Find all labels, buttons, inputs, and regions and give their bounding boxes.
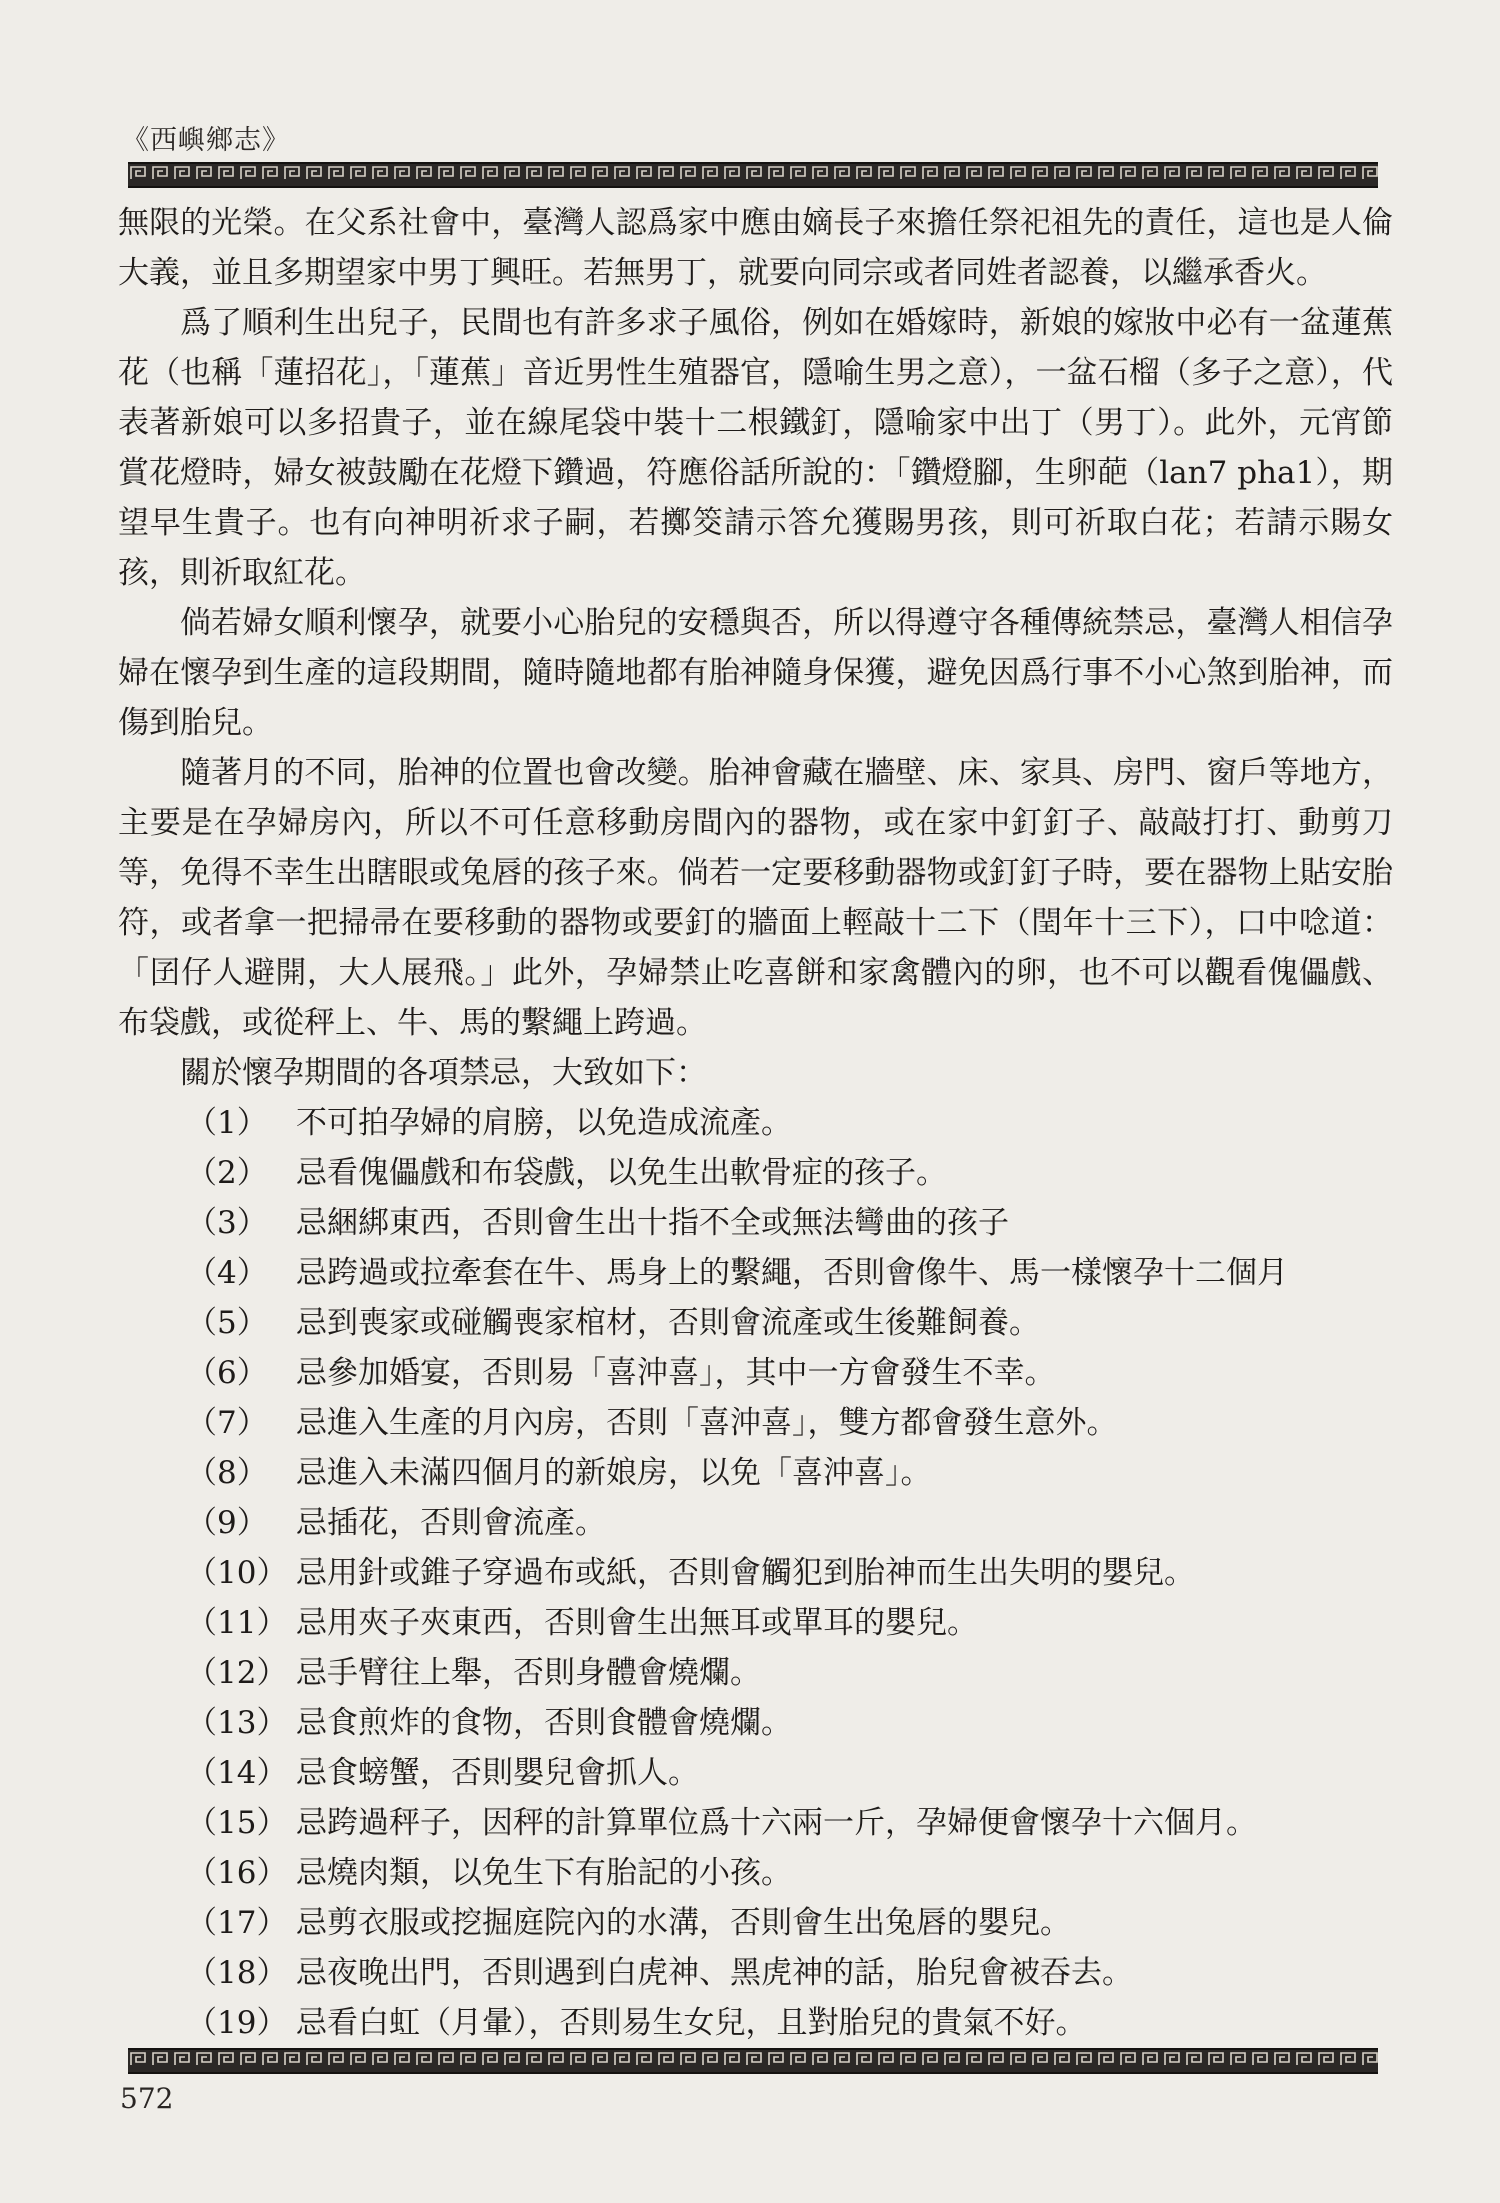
list-item-text: 忌用夾子夾東西，否則會生出無耳或單耳的嬰兒。 [296, 1605, 978, 1641]
paragraph-fetal-god: 隨著月的不同，胎神的位置也會改變。胎神會藏在牆壁、床、家具、房門、窗戶等地方，主要是在孕婦房內，所以不可任意移動房間內的器物，或在家中釘釘子、敲敲打打、動剪刀等，免得不幸生出瞎眼或兔唇的孩子來。倘若一定要移動器物或釘釘子時，要在器物上貼安胎符，或者拿一把掃帚在要移動的器物或要釘的牆面上輕敲十二下（閏年十三下），口中唸道：「囝仔人避開，大人展飛。」此外，孕婦禁止吃喜餅和家禽體內的卵，也不可以觀看傀儡戲、布袋戲，或從秤上、牛、馬的繫繩上跨過。 [118, 755, 1393, 1041]
list-item [186, 1848, 1393, 1898]
list-item [186, 1648, 1393, 1698]
meander-pattern-bottom [128, 2050, 1378, 2068]
list-item-number: （12） [186, 1655, 288, 1691]
list-item-number: （19） [186, 2005, 288, 2041]
list-item-number: （4） [186, 1255, 268, 1291]
list-item-number: （13） [186, 1705, 288, 1741]
list-item-text: 忌進入未滿四個月的新娘房，以免「喜沖喜」。 [296, 1455, 932, 1491]
list-item-text: 忌跨過或拉牽套在牛、馬身上的繫繩，否則會像牛、馬一樣懷孕十二個月 [296, 1255, 1288, 1291]
decorative-border-bottom [128, 2048, 1378, 2074]
list-item-text: 忌跨過秤子，因秤的計算單位爲十六兩一斤，孕婦便會懷孕十六個月。 [296, 1805, 1257, 1841]
list-item-number: （8） [186, 1455, 268, 1491]
list-item [186, 1998, 1393, 2048]
list-item-number: （3） [186, 1205, 268, 1241]
list-item-text: 忌手臂往上舉，否則身體會燒爛。 [296, 1655, 761, 1691]
list-item-text: 忌燒肉類，以免生下有胎記的小孩。 [296, 1855, 792, 1891]
list-item-number: （10） [186, 1555, 288, 1591]
list-item [186, 1898, 1393, 1948]
list-item-text: 忌看白虹（月暈），否則易生女兒，且對胎兒的貴氣不好。 [296, 2005, 1087, 2041]
list-item-text: 忌剪衣服或挖掘庭院內的水溝，否則會生出兔唇的嬰兒。 [296, 1905, 1071, 1941]
list-item-number: （14） [186, 1755, 288, 1791]
list-item [186, 1598, 1393, 1648]
list-item [186, 1948, 1393, 1998]
paragraph-list-intro: 關於懷孕期間的各項禁忌，大致如下： [180, 1055, 707, 1091]
list-item-text: 忌到喪家或碰觸喪家棺材，否則會流產或生後難飼養。 [296, 1305, 1040, 1341]
list-item-number: （16） [186, 1855, 288, 1891]
list-item-text: 忌進入生產的月內房，否則「喜沖喜」，雙方都會發生意外。 [296, 1405, 1118, 1441]
list-item-text: 忌食煎炸的食物，否則食體會燒爛。 [296, 1705, 792, 1741]
list-item [186, 1548, 1393, 1598]
list-item [186, 1798, 1393, 1848]
meander-pattern-top [128, 164, 1378, 182]
body-text [118, 198, 1393, 2048]
list-item [186, 1148, 1393, 1198]
paragraph-continuation: 無限的光榮。在父系社會中，臺灣人認爲家中應由嫡長子來擔任祭祀祖先的責任，這也是人倫大義，並且多期望家中男丁興旺。若無男丁，就要向同宗或者同姓者認養，以繼承香火。 [118, 205, 1393, 291]
list-item [186, 1748, 1393, 1798]
page-number: 572 [120, 2082, 174, 2115]
list-item-text: 忌插花，否則會流產。 [296, 1505, 606, 1541]
paragraph-seeking-sons: 爲了順利生出兒子，民間也有許多求子風俗，例如在婚嫁時，新娘的嫁妝中必有一盆蓮蕉花（也稱「蓮招花」，「蓮蕉」音近男性生殖器官，隱喻生男之意），一盆石榴（多子之意），代表著新娘可以多招貴子，並在線尾袋中裝十二根鐵釘，隱喻家中出丁（男丁）。此外，元宵節賞花燈時，婦女被鼓勵在花燈下鑽過，符應俗話所說的：「鑽燈腳，生卵葩（lan7 pha1），期望早生貴子。也有向神明祈求子嗣，若擲筊請示答允獲賜男孩，則可祈取白花；若請示賜女孩，則祈取紅花。 [118, 305, 1393, 591]
list-item-text: 忌夜晚出門，否則遇到白虎神、黑虎神的話，胎兒會被吞去。 [296, 1955, 1133, 1991]
list-item-number: （1） [186, 1105, 268, 1141]
list-item-text: 忌食螃蟹，否則嬰兒會抓人。 [296, 1755, 699, 1791]
list-item-number: （5） [186, 1305, 268, 1341]
list-item-text: 忌參加婚宴，否則易「喜沖喜」，其中一方會發生不幸。 [296, 1355, 1056, 1391]
paragraph-pregnancy-care: 倘若婦女順利懷孕，就要小心胎兒的安穩與否，所以得遵守各種傳統禁忌，臺灣人相信孕婦在懷孕到生產的這段期間，隨時隨地都有胎神隨身保獲，避免因爲行事不小心煞到胎神，而傷到胎兒。 [118, 605, 1393, 741]
list-item-number: （9） [186, 1505, 268, 1541]
list-item-number: （6） [186, 1355, 268, 1391]
list-item-text: 忌看傀儡戲和布袋戲，以免生出軟骨症的孩子。 [296, 1155, 947, 1191]
decorative-border-top [128, 162, 1378, 188]
list-item [186, 1248, 1393, 1298]
list-item-number: （7） [186, 1405, 268, 1441]
list-item-text: 忌綑綁東西，否則會生出十指不全或無法彎曲的孩子 [296, 1205, 1009, 1241]
list-item-number: （2） [186, 1155, 268, 1191]
list-item-number: （11） [186, 1605, 288, 1641]
list-item [186, 1348, 1393, 1398]
list-item-number: （17） [186, 1905, 288, 1941]
list-item [186, 1398, 1393, 1448]
list-item [186, 1198, 1393, 1248]
list-item [186, 1098, 1393, 1148]
list-item-text: 忌用針或錐子穿過布或紙，否則會觸犯到胎神而生出失明的嬰兒。 [296, 1555, 1195, 1591]
list-item-text: 不可拍孕婦的肩膀，以免造成流產。 [296, 1105, 792, 1141]
list-item-number: （18） [186, 1955, 288, 1991]
list-item [186, 1298, 1393, 1348]
book-title: 《西嶼鄉志》 [122, 125, 290, 156]
list-item [186, 1448, 1393, 1498]
list-item [186, 1698, 1393, 1748]
list-item [186, 1498, 1393, 1548]
taboo-list [118, 1098, 1393, 2048]
list-item-number: （15） [186, 1805, 288, 1841]
